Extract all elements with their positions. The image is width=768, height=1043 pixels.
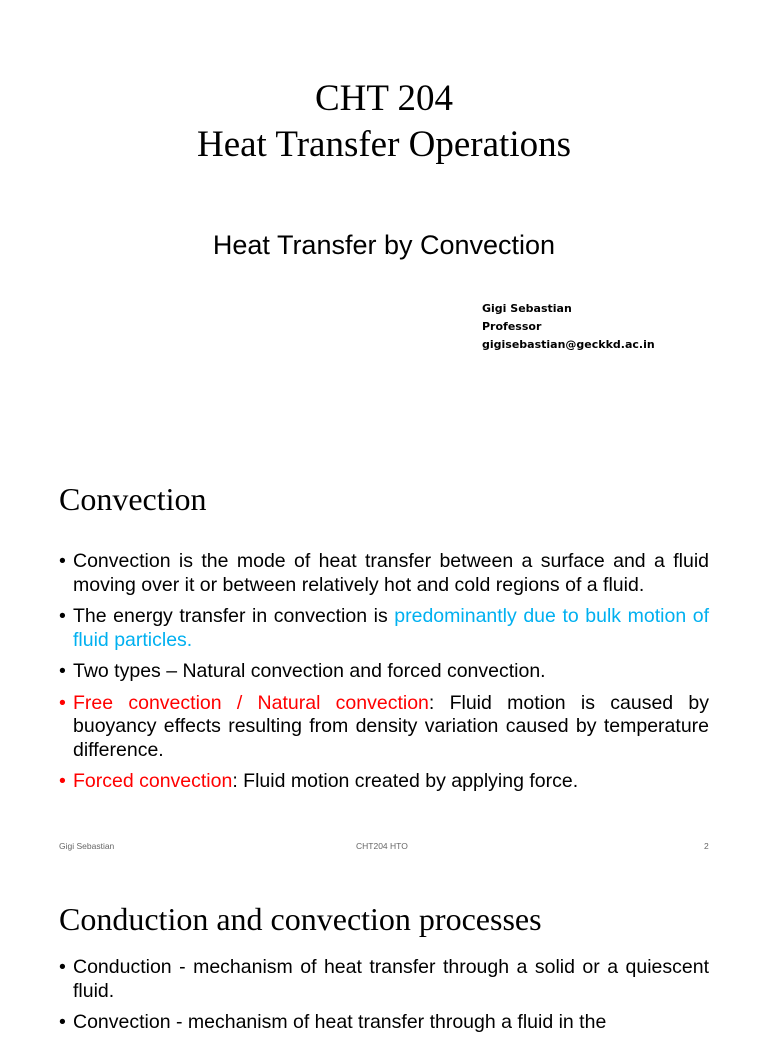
slide-title: Convection [59, 481, 207, 517]
footer-course: CHT204 HTO [356, 841, 408, 851]
bullet-list [59, 550, 709, 802]
slide-subtitle: Heat Transfer by Convection [212, 230, 556, 260]
author-block [482, 300, 655, 354]
footer-author: Gigi Sebastian [59, 841, 115, 851]
convection-slide [0, 440, 768, 860]
bullet-text: : Fluid motion created by applying force. [232, 770, 579, 792]
bullet-text: Conduction - mechanism of heat transfer through a solid or a quiescent fluid. [73, 956, 709, 1002]
bullet-item [59, 550, 709, 597]
bullet-text: Convection - mechanism of heat transfer through a fluid in the [73, 1011, 607, 1033]
bullet-item [59, 692, 709, 763]
bullet-text: Convection is the mode of heat transfer between a surface and a fluid moving over it or between relatively hot and cold regions of a fluid. [73, 550, 709, 596]
course-name: Heat Transfer Operations [196, 124, 572, 165]
slide-title: Conduction and convection processes [59, 901, 542, 937]
conduction-convection-slide [0, 860, 768, 1033]
bullet-text: : Fluid motion is caused by buoyancy effects resulting from density variation caused by temperature difference. [73, 691, 709, 761]
author-role: Professor [482, 320, 542, 333]
course-code: CHT 204 [314, 78, 454, 119]
bullet-item [59, 770, 709, 794]
author-name: Gigi Sebastian [482, 302, 572, 315]
slide-footer [0, 841, 768, 853]
bullet-item [59, 660, 709, 684]
page-number: 2 [704, 841, 709, 851]
bullet-list [59, 956, 709, 1043]
highlight-text: Forced convection [73, 770, 233, 792]
highlight-text: predominantly due to bulk motion of fluid particles. [73, 605, 710, 651]
bullet-text: Two types – Natural convection and forced convection. [73, 660, 546, 682]
highlight-text: Free convection / Natural convection [73, 691, 429, 714]
title-slide [0, 0, 768, 440]
bullet-item [59, 1011, 709, 1035]
bullet-item [59, 605, 709, 652]
bullet-item [59, 956, 709, 1003]
bullet-text: The energy transfer in convection is [73, 605, 395, 627]
author-email: gigisebastian@geckkd.ac.in [482, 338, 655, 351]
